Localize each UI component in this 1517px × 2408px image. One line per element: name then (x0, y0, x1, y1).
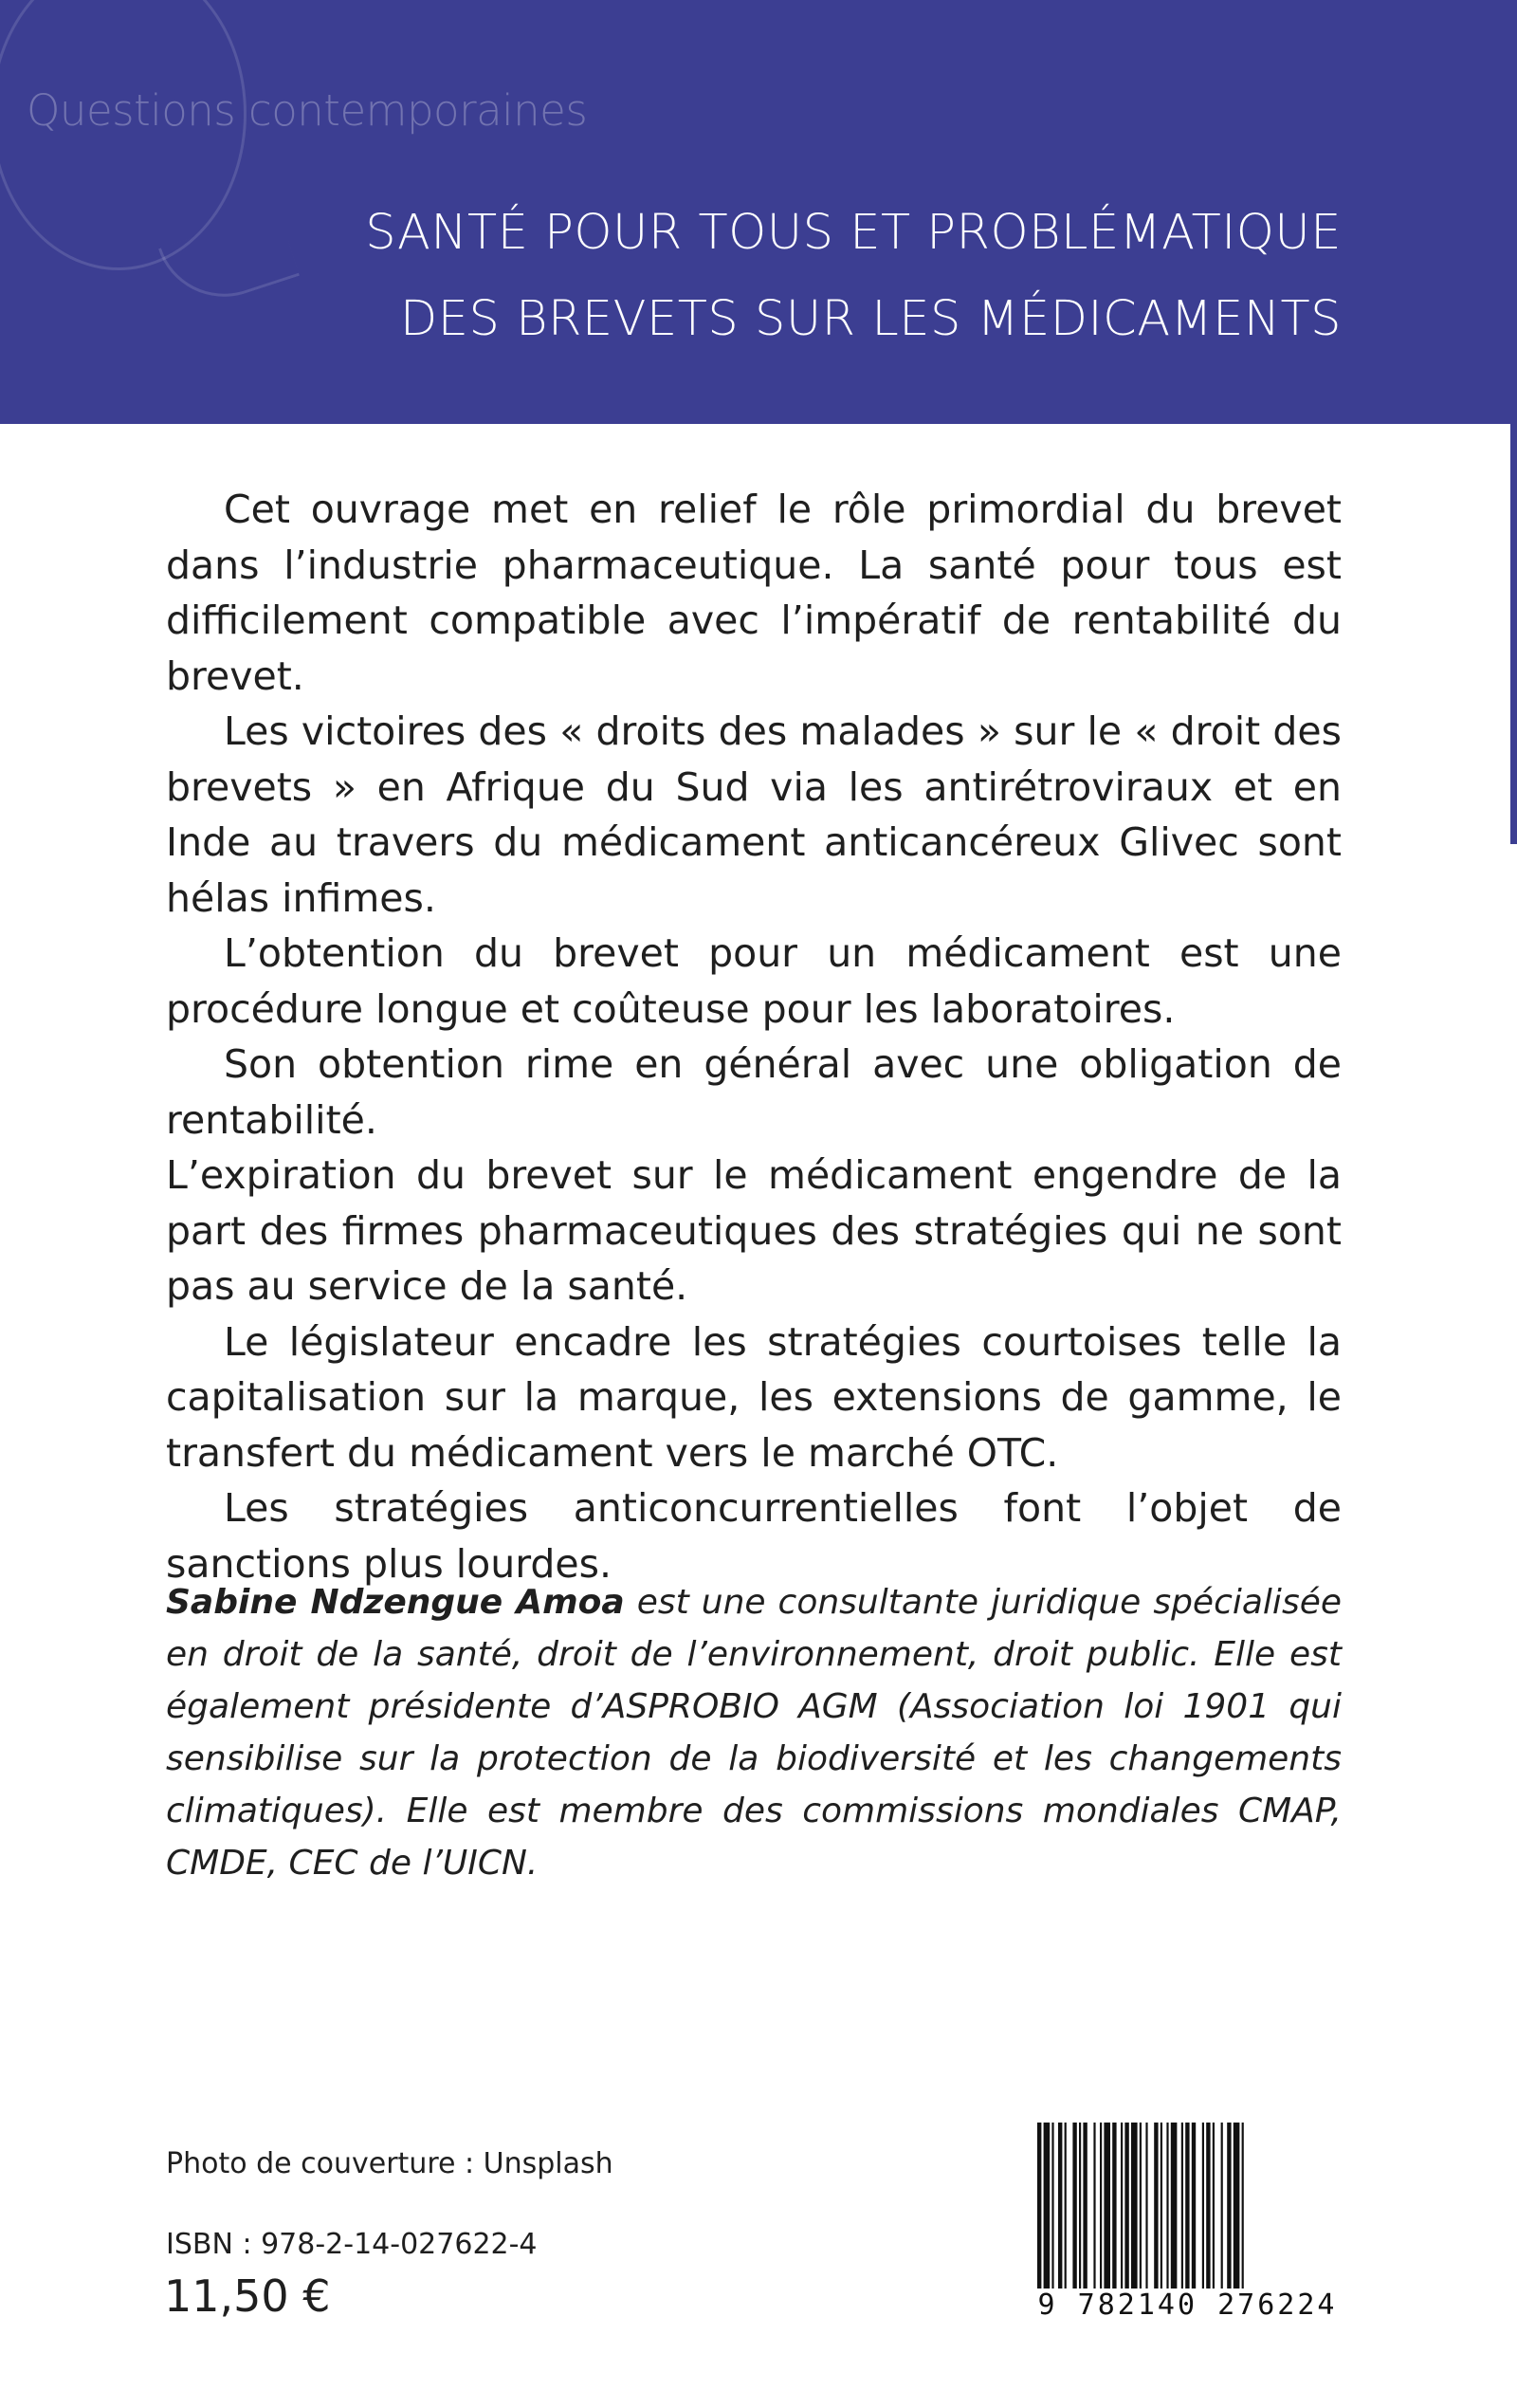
barcode-bar (1145, 2123, 1147, 2289)
blurb-paragraph: L’obtention du brevet pour un médicament est une procédure longue et coûteuse pour les laboratoires. (166, 930, 1342, 1032)
barcode-bar (1171, 2123, 1178, 2289)
barcode-bar (1234, 2123, 1240, 2289)
photo-credit: Photo de couverture : Unsplash (166, 2147, 613, 2180)
barcode-bar (1121, 2123, 1123, 2289)
blurb-paragraph: Le législateur encadre les stratégies courtoises telle la capitalisation sur la marque, les extensions de gamme, le transfert du médicament vers le marché OTC. (166, 1318, 1342, 1476)
price: 11,50 € (164, 2270, 331, 2322)
barcode-bar (1104, 2123, 1110, 2289)
barcode-bar (1037, 2123, 1041, 2289)
barcode-bar (1206, 2123, 1210, 2289)
author-name: Sabine Ndzengue Amoa (166, 1583, 625, 1622)
barcode-bars (1033, 2123, 1342, 2289)
barcode-bar (1227, 2123, 1231, 2289)
barcode-bar (1202, 2123, 1204, 2289)
barcode-bar (1221, 2123, 1223, 2289)
barcode-bar (1166, 2123, 1168, 2289)
book-title (280, 190, 1342, 362)
barcode-bar (1079, 2123, 1081, 2289)
barcode (1033, 2123, 1342, 2322)
isbn: ISBN : 978-2-14-027622-4 (166, 2228, 538, 2261)
barcode-bar (1131, 2123, 1138, 2289)
series-name: Questions contemporaines (27, 85, 588, 136)
blurb-paragraph: Les victoires des « droits des malades » sur le « droit des brevets » en Afrique du Sud via les antirétroviraux et en Inde au travers du médicament anticancéreux Glivec sont hélas infimes. (166, 708, 1342, 921)
blurb-paragraph: Cet ouvrage met en relief le rôle primordial du brevet dans l’industrie pharmaceutique. La santé pour tous est difficilement compatible avec l’impératif de rentabilité du brevet. (166, 487, 1342, 699)
barcode-bar (1124, 2123, 1128, 2289)
header-band (0, 0, 1517, 424)
book-title-line-2: DES BREVETS SUR LES MÉDICAMENTS (400, 291, 1342, 347)
barcode-bar (1044, 2123, 1051, 2289)
author-bio-text: est une consultante juridique spécialisée en droit de la santé, droit de l’environnement, droit public. Elle est également présidente d’ASPROBIO AGM (Association loi 1901 qui sensibilise sur la protection de la biodiversité et les changements climatiques). Elle est membre des commissions mondiales CMAP, CMDE, CEC de l’UICN. (166, 1583, 1342, 1883)
back-cover-blurb (166, 482, 1342, 1591)
barcode-bar (1058, 2123, 1062, 2289)
barcode-bar (1051, 2123, 1053, 2289)
barcode-bar (1140, 2123, 1142, 2289)
book-title-line-1: SANTÉ POUR TOUS ET PROBLÉMATIQUE (365, 205, 1342, 261)
barcode-bar (1242, 2123, 1244, 2289)
barcode-bar (1192, 2123, 1196, 2289)
barcode-bar (1072, 2123, 1076, 2289)
barcode-digits: 9 782140 276224 (1037, 2289, 1338, 2322)
author-bio (166, 1576, 1342, 1889)
barcode-bar (1161, 2123, 1162, 2289)
barcode-bar (1112, 2123, 1116, 2289)
blurb-paragraph: L’expiration du brevet sur le médicament engendre de la part des firmes pharmaceutiques des stratégies qui ne sont pas au service de la santé. (166, 1152, 1342, 1309)
barcode-bar (1093, 2123, 1095, 2289)
blurb-paragraph: Son obtention rime en général avec une obligation de rentabilité. (166, 1041, 1342, 1143)
barcode-bar (1185, 2123, 1189, 2289)
barcode-bar (1181, 2123, 1183, 2289)
barcode-bar (1083, 2123, 1087, 2289)
barcode-bar (1100, 2123, 1102, 2289)
side-rule (1510, 424, 1517, 844)
barcode-bar (1213, 2123, 1215, 2289)
barcode-bar (1065, 2123, 1067, 2289)
blurb-paragraph: Les stratégies anticoncurrentielles font l’objet de sanctions plus lourdes. (166, 1485, 1342, 1587)
barcode-bar (1154, 2123, 1158, 2289)
